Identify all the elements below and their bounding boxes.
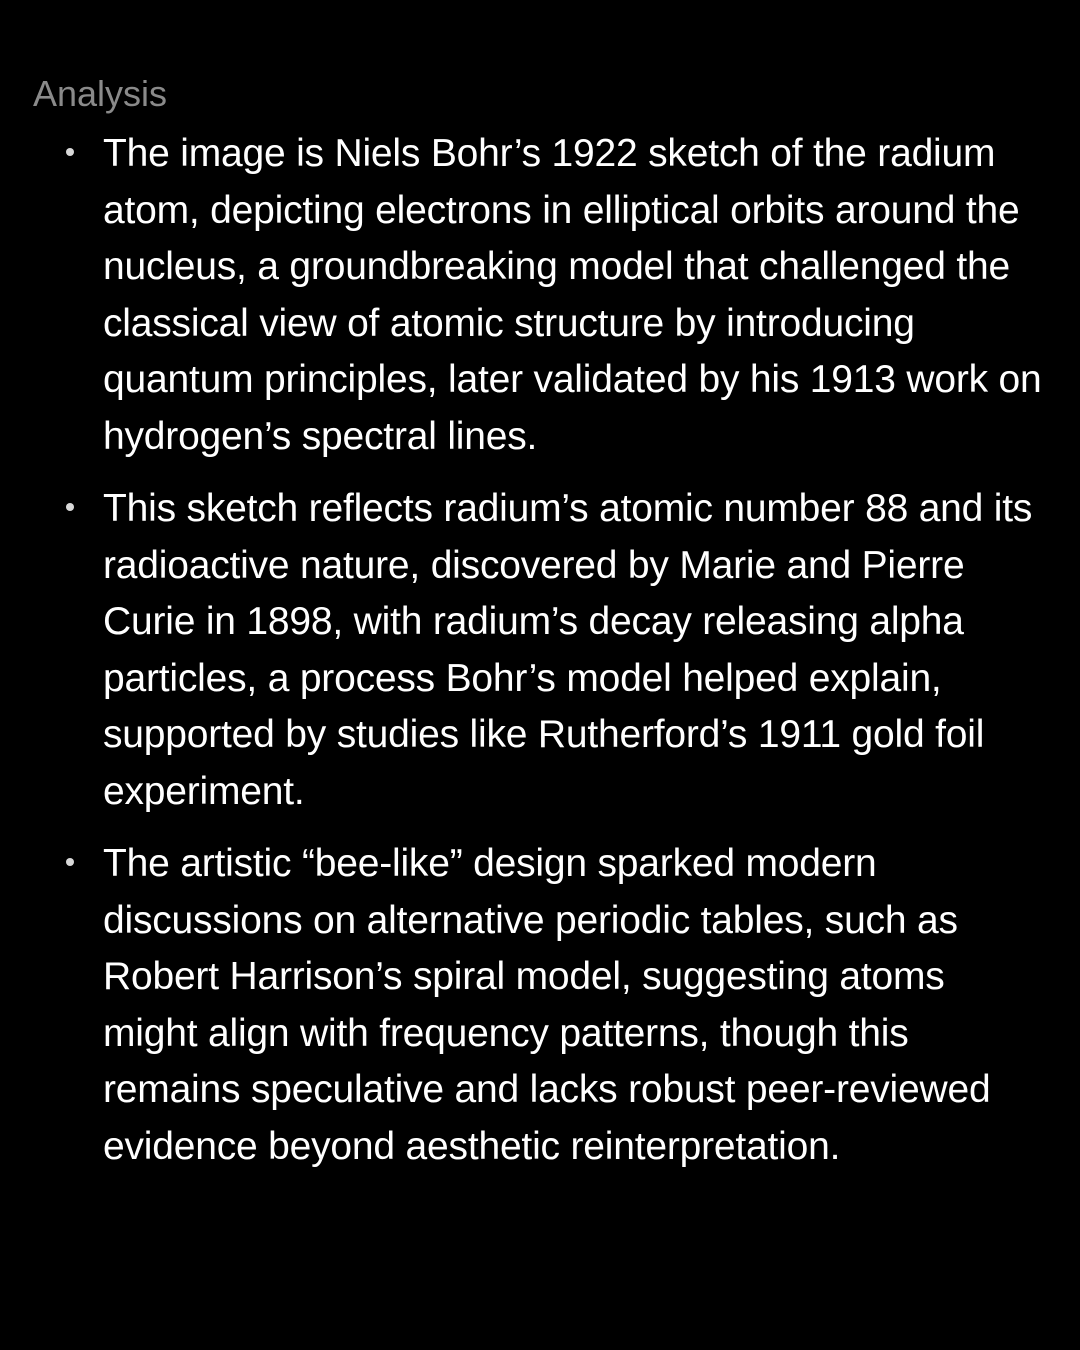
bullet-text: This sketch reflects radium’s atomic number 88 and its radioactive nature, discovered by Marie and Pierre Curie in 1898, with radium’s decay releasing alpha particles, a process Bohr’s model helped explain, supported by studies like Rutherford’s 1911 gold foil experiment. (103, 487, 1033, 813)
list-item (33, 836, 1048, 1175)
bullet-dot-icon (66, 858, 74, 866)
section-heading: Analysis (33, 73, 168, 114)
bullet-list (33, 126, 1048, 1175)
list-item (33, 126, 1048, 465)
list-item (33, 481, 1048, 820)
analysis-section (33, 70, 1048, 1191)
bullet-dot-icon (66, 148, 74, 156)
bullet-text: The image is Niels Bohr’s 1922 sketch of the radium atom, depicting electrons in elliptical orbits around the nucleus, a groundbreaking model that challenged the classical view of atomic structure by introducing quantum principles, later validated by his 1913 work on hydrogen’s spectral lines. (103, 132, 1042, 458)
bullet-dot-icon (66, 503, 74, 511)
bullet-text: The artistic “bee-like” design sparked modern discussions on alternative periodic tables, such as Robert Harrison’s spiral model, suggesting atoms might align with frequency patterns, though this remains speculative and lacks robust peer-reviewed evidence beyond aesthetic reinterpretation. (103, 842, 991, 1168)
